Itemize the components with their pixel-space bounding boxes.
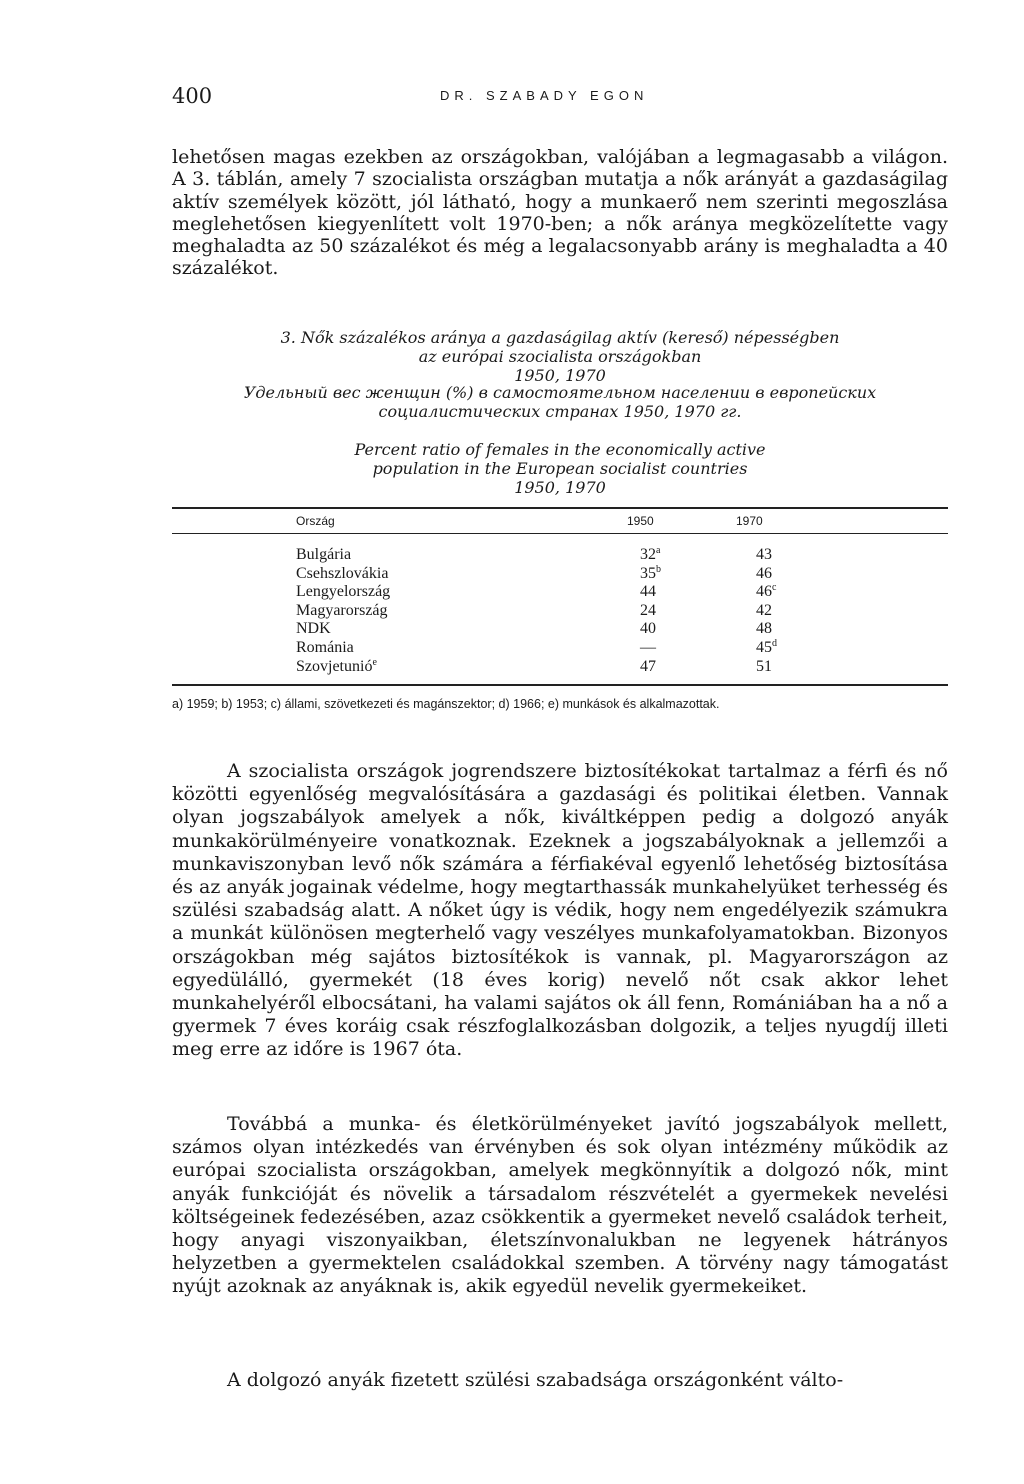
paragraph-1: lehetősen magas ezekben az országokban, valójában a legmagasabb a világon. A 3. táblán, amely 7 szocialista országban mutatja a nők arányát a gazdaságilag aktív személyek között, jól látható, hogy a munkaerő nem szerinti megoszlása meglehetősen kiegyenlített volt 1970-ben; a nők aránya megközelítette vagy meghaladta az 50 százalékot és még a legalacsonyabb arány is meghaladta a 40 százalékot. [172,146,948,280]
country-cell: Románia [296,638,354,656]
table-caption-russian [172,383,948,421]
caption-line: Percent ratio of females in the economically active [354,440,766,459]
country-cell: Csehszlovákia [296,564,389,582]
value-1970-cell: 51 [756,657,772,675]
caption-line: 1950, 1970 [514,478,606,497]
table-body [0,545,1024,675]
value-1970-cell: 45$^d$ [756,637,777,656]
paragraph-4: A dolgozó anyák fizetett szülési szabadsága országonként válto- [227,1369,844,1391]
column-header-1950: 1950 [627,514,654,528]
value-1950-cell: — [640,638,656,656]
caption-line: az európai szocialista országokban [418,347,702,366]
running-head: DR. SZABADY EGON [440,88,649,103]
table-footnote: a) 1959; b) 1953; c) állami, szövetkezeti és magánszektor; d) 1966; e) munkások és alkalmazottak. [172,697,720,711]
table-row [0,601,1024,620]
column-header-1970: 1970 [736,514,763,528]
page-header [172,84,948,114]
country-cell: NDK [296,620,331,638]
value-1950-cell: 40 [640,620,656,638]
value-1950-cell: 32$^a$ [640,545,661,563]
value-1970-cell: 46 [756,564,772,582]
column-header-country: Ország [296,514,335,528]
caption-line: 3. Nők százalékos aránya a gazdaságilag aktív (kereső) népességben [280,328,840,347]
country-cell: Magyarország [296,601,388,619]
caption-line: population in the European socialist countries [372,459,748,478]
caption-line: Удельный вес женщин (%) в самостоятельном населении в европейских [243,383,877,402]
table-row [0,619,1024,638]
paragraph-2: A szocialista országok jogrendszere biztosítékokat tartalmaz a férfi és nő közötti egyenlőség megvalósítására a gazdasági és politikai életben. Vannak olyan jogszabályok amelyek a nők, kiváltképpen pedig a dolgozó anyák munkakörülményeire vonatkoznak. Ezeknek a jogszabályoknak a jellemzői a munkaviszonyban levő nők számára a férfiakéval egyenlő lehetőség biztosítása és az anyák jogainak védelme, hogy megtarthassák munkahelyüket terhesség és szülési szabadság alatt. A nőket úgy is védik, hogy nem engedélyezik számukra a munkát különösen megterhelő vagy veszélyes munkafolyamatokban. Bizonyos országokban még sajátos biztosítékok is vannak, pl. Magyarországon az egyedülálló, gyermekét (18 éves korig) nevelő nőt csak akkor lehet munkahelyéről elbocsátani, ha valami sajátos ok áll fenn, Romániában ha a nő a gyermek 7 éves koráig csak részfoglalkozásban dolgozik, a teljes nyugdíj illeti meg erre az időre is 1967 óta. [172,760,948,1061]
table-row [0,582,1024,601]
table-caption-english [172,440,948,497]
table-row [0,564,1024,583]
value-1950-cell: 44 [640,583,656,601]
table-header-rule [172,533,948,534]
table-bottom-rule [172,684,948,686]
table-row [0,657,1024,676]
country-cell: Lengyelország [296,583,391,601]
table-caption-hungarian [172,328,948,385]
table-row [0,638,1024,657]
value-1970-cell: 43 [756,546,772,563]
value-1950-cell: 47 [640,657,656,675]
caption-line: социалистических странах 1950, 1970 гг. [378,402,742,421]
value-1950-cell: 24 [640,601,656,619]
value-1950-cell: 35$^b$ [640,563,661,582]
table-top-rule [172,507,948,509]
caption-line: 1950, 1970 [514,366,606,385]
value-1970-cell: 46$^c$ [756,582,777,601]
country-cell: Bulgária [296,546,352,563]
page-number: 400 [172,84,213,108]
value-1970-cell: 42 [756,601,772,619]
paragraph-3: Továbbá a munka- és életkörülményeket javító jogszabályok mellett, számos olyan intézkedés van érvényben és sok olyan intézmény működik az európai szocialista országokban, amelyek megkönnyítik a dolgozó nők, mint anyák funkcióját és növelik a társadalom részvételét a gyermekek nevelési költségeinek fedezésében, azaz csökkentik a gyermeket nevelő családok terheit, hogy anyagi viszonyaikban, életszínvonalukban ne legyenek hátrányos helyzetben a gyermektelen családokkal szemben. A törvény nagy támogatást nyújt azoknak az anyáknak is, akik egyedül nevelik gyermekeiket. [172,1113,948,1298]
value-1970-cell: 48 [756,620,772,638]
country-cell: Szovjetunió$^e$ [296,656,377,675]
table-row [0,545,1024,564]
